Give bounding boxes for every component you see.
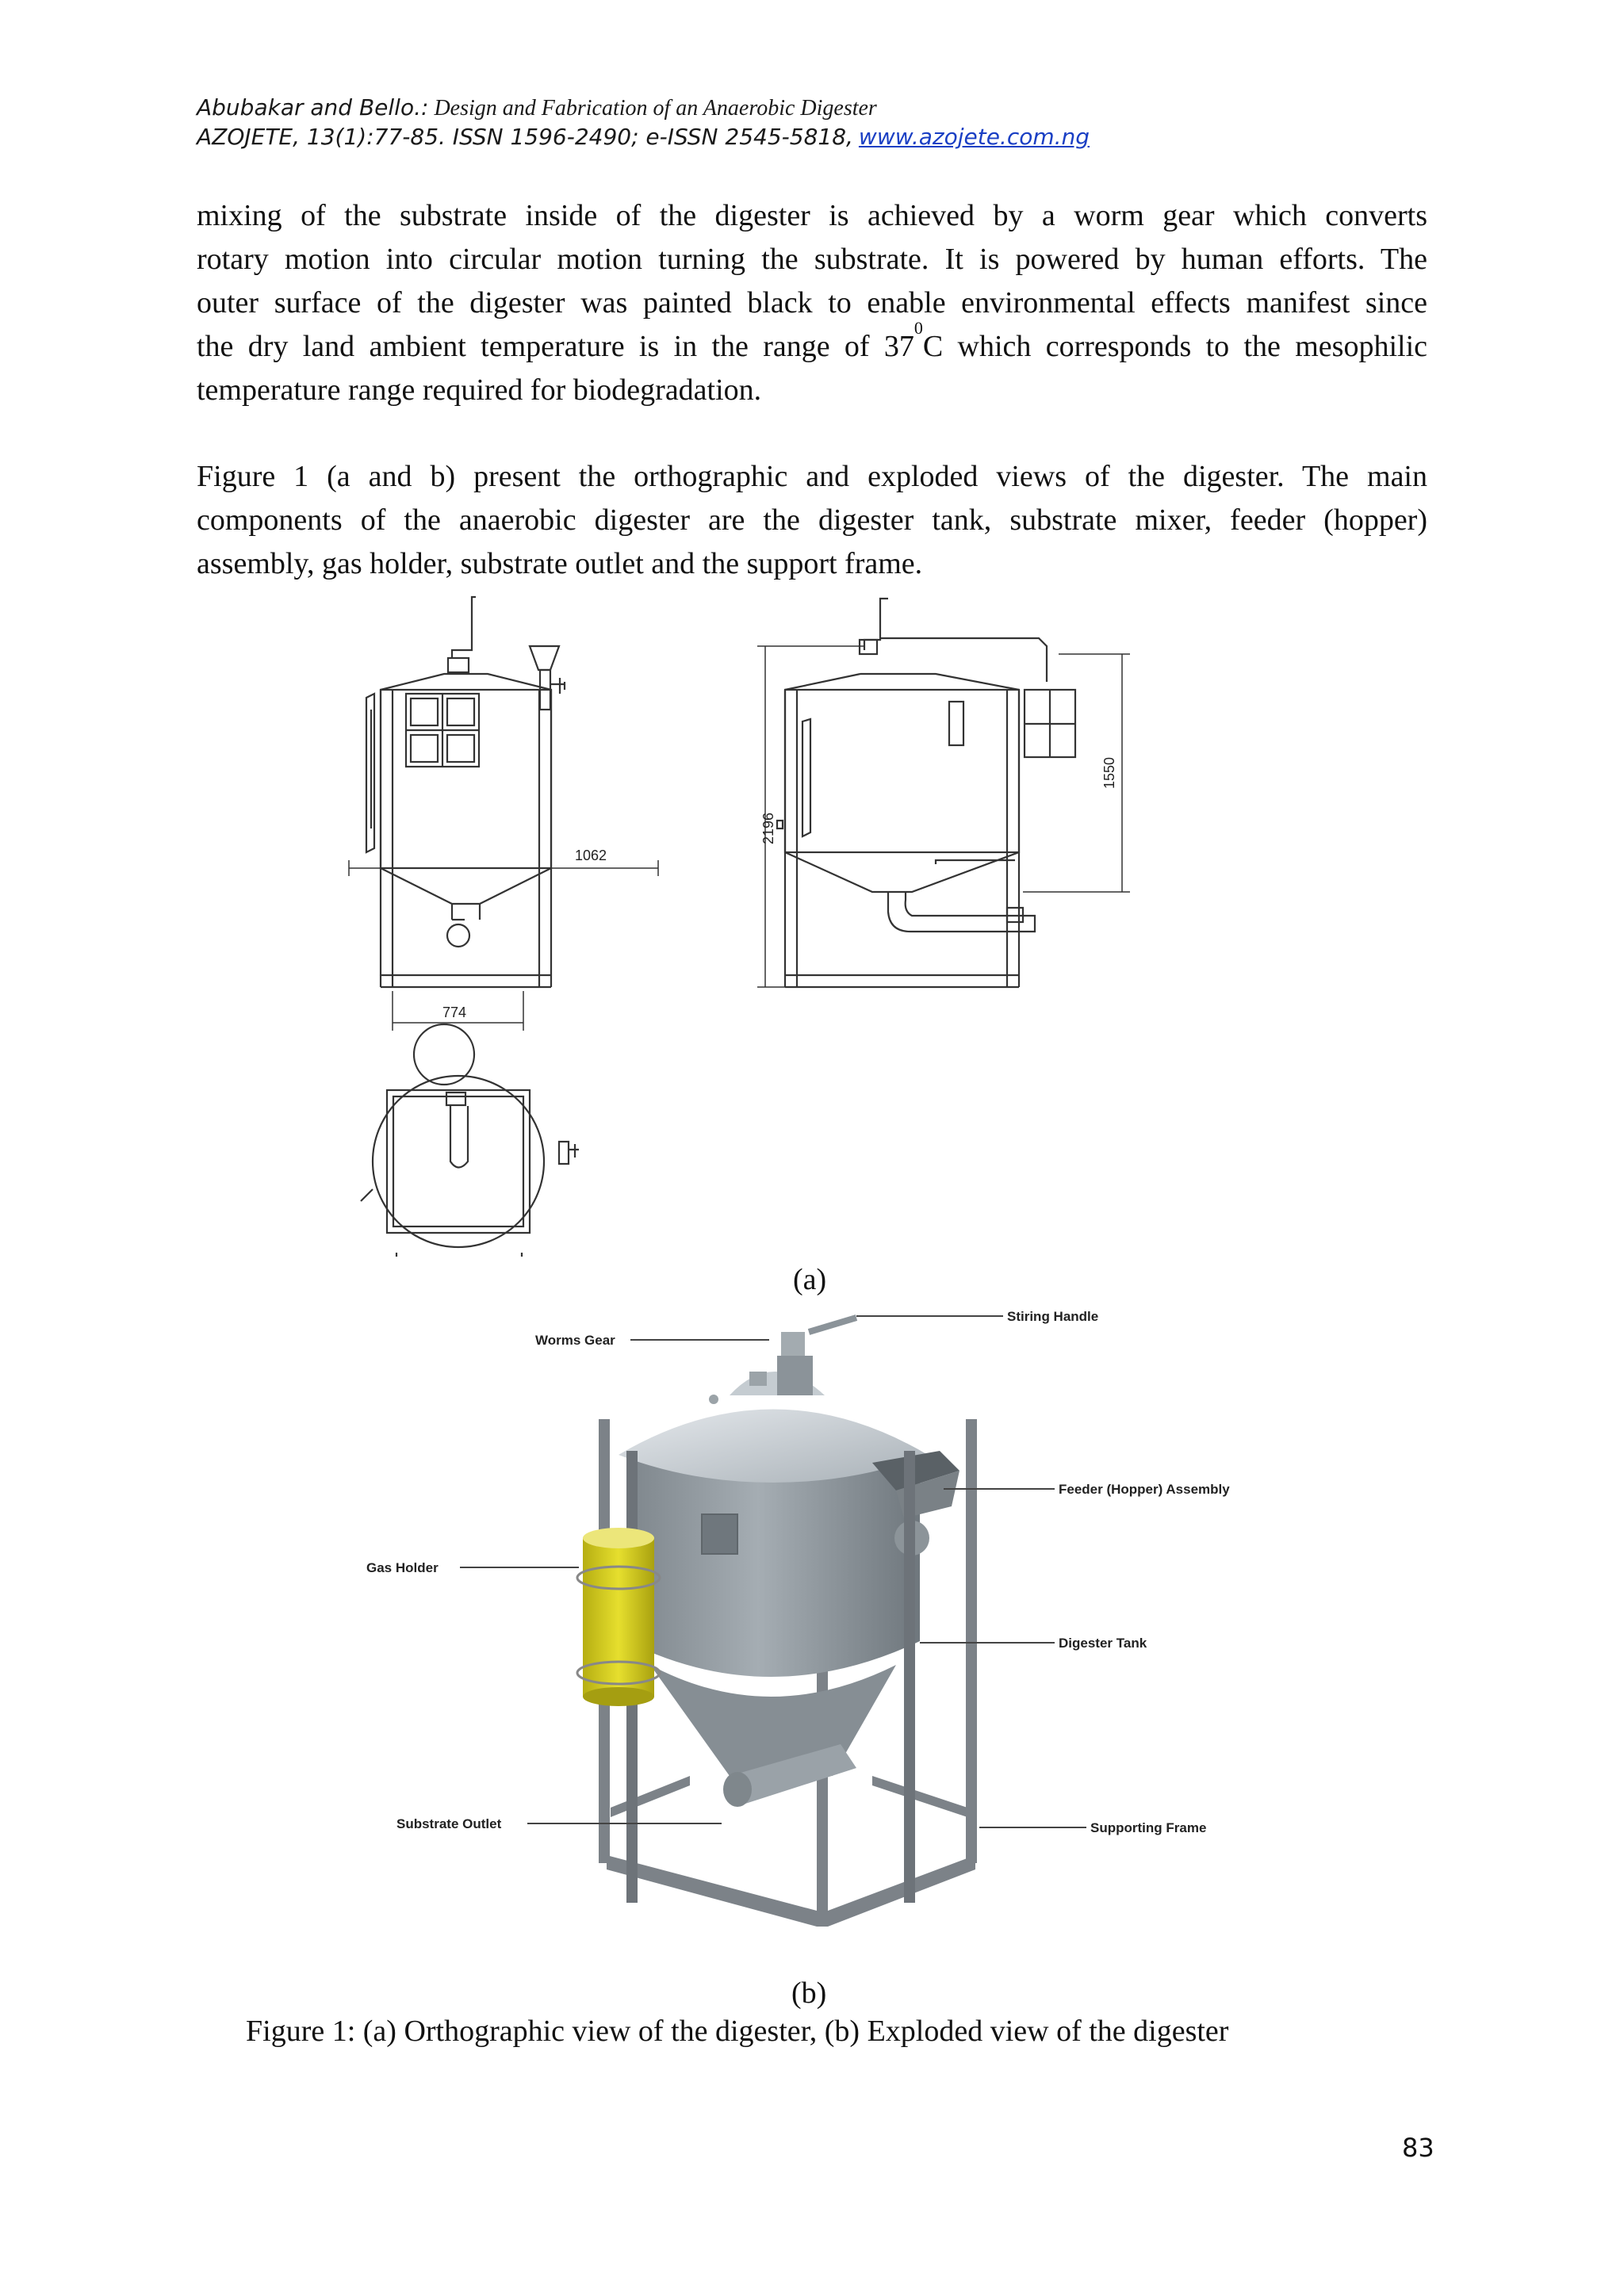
- paragraph-2-line: components of the anaerobic digester are the digester tank, substrate mixer, feeder (hopper): [197, 503, 1427, 537]
- text-segment: the dry land ambient temperature is in the range of 37: [197, 330, 914, 363]
- dimension-label: 2196: [760, 812, 776, 844]
- dimension-label: 774: [442, 1004, 467, 1020]
- dimension-label: 1062: [575, 848, 607, 863]
- header-line-2: [197, 123, 1434, 152]
- label-stiring-handle: Stiring Handle: [1007, 1309, 1099, 1324]
- top-view: [361, 1024, 579, 1257]
- label-supporting-frame: Supporting Frame: [1090, 1820, 1207, 1835]
- dimension-label: 1550: [1101, 756, 1117, 789]
- label-worms-gear: Worms Gear: [535, 1333, 615, 1348]
- header-url-link[interactable]: www.azojete.com.ng: [858, 124, 1090, 150]
- figure-a-label: (a): [793, 1263, 827, 1296]
- text-segment: C which corresponds to the mesophilic: [922, 330, 1427, 363]
- orthographic-drawing: [317, 591, 1189, 1265]
- paragraph-2-line: assembly, gas holder, substrate outlet and the support frame.: [197, 547, 923, 580]
- header-authors: Abubakar and Bello.:: [197, 94, 429, 121]
- running-header: [197, 94, 1434, 152]
- header-title: Design and Fabrication of an Anaerobic Digester: [434, 96, 877, 121]
- figure-b-label: (b): [791, 1976, 827, 2010]
- front-view: [366, 597, 565, 987]
- paragraph-1-line: mixing of the substrate inside of the digester is achieved by a worm gear which converts: [197, 199, 1427, 232]
- page-number: 83: [1402, 2133, 1434, 2163]
- worm-gear: [709, 1318, 856, 1404]
- paragraph-1-line: outer surface of the digester was painted black to enable environmental effects manifest since: [197, 286, 1427, 320]
- header-line-1: [197, 94, 1434, 123]
- paragraph-2-line: Figure 1 (a and b) present the orthographic and exploded views of the digester. The main: [197, 460, 1427, 493]
- label-digester-tank: Digester Tank: [1059, 1636, 1147, 1651]
- paragraph-1-line: rotary motion into circular motion turning the substrate. It is powered by human efforts. The: [197, 243, 1427, 276]
- gas-holder: [577, 1528, 660, 1706]
- label-feeder-assembly: Feeder (Hopper) Assembly: [1059, 1482, 1230, 1497]
- figure-caption: Figure 1: (a) Orthographic view of the digester, (b) Exploded view of the digester: [246, 2015, 1229, 2048]
- label-gas-holder: Gas Holder: [366, 1560, 439, 1575]
- label-substrate-outlet: Substrate Outlet: [396, 1816, 502, 1831]
- header-citation: AZOJETE, 13(1):77-85. ISSN 1596-2490; e-ISSN 2545-5818,: [197, 124, 853, 150]
- superscript: 0: [914, 318, 923, 339]
- paragraph-1-line: temperature range required for biodegradation.: [197, 373, 762, 407]
- dimension-1062: [349, 860, 658, 876]
- exploded-view-render: [349, 1300, 1348, 1982]
- tank-window: [702, 1514, 737, 1554]
- paragraph-1: [197, 194, 1427, 412]
- side-view: [777, 599, 1075, 987]
- paragraph-2: [197, 455, 1427, 586]
- paragraph-1-line: [197, 318, 1427, 369]
